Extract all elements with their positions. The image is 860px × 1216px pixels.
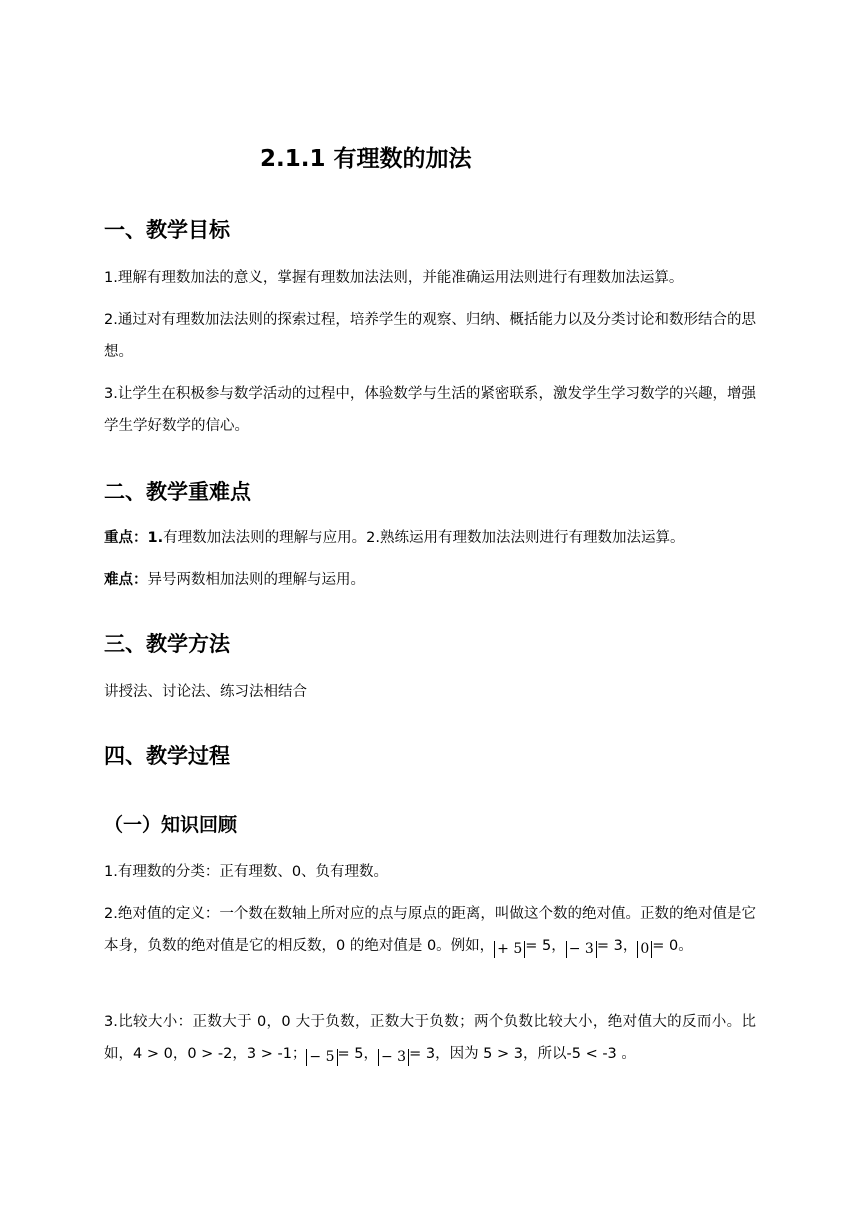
document-title: 2.1.1 有理数的加法 [260, 146, 472, 172]
review-item-1: 1.有理数的分类：正有理数、0、负有理数。 [104, 864, 389, 880]
difficult-points [104, 564, 756, 596]
review-item-3 [104, 1006, 756, 1070]
difficult-points-text: 异号两数相加法则的理解与运用。 [147, 572, 365, 588]
review-item-2-text-d: = 0。 [652, 938, 693, 954]
objective-3: 3.让学生在积极参与数学活动的过程中，体验数学与生活的紧密联系，激发学生学习数学的兴趣，增强学生学好数学的信心。 [104, 386, 756, 434]
teaching-methods-text: 讲授法、讨论法、练习法相结合 [104, 684, 307, 700]
review-item-3-text-c: = 3，因为 5 > 3，所以-5 < -3 。 [409, 1046, 636, 1062]
review-item-2 [104, 898, 756, 962]
heading-key-difficult-points: 二、教学重难点 [104, 480, 251, 504]
subheading-knowledge-review: （一）知识回顾 [104, 814, 238, 836]
key-points-label: 重点：1. [104, 530, 164, 546]
absolute-value-expression: − 5 [306, 1049, 337, 1066]
review-item-2-text-a: 2.绝对值的定义：一个数在数轴上所对应的点与原点的距离，叫做这个数的绝对值。正数的绝对值是它本身，负数的绝对值是它的相反数，0 的绝对值是 0。例如， [104, 906, 756, 954]
absolute-value-expression: + 5 [494, 941, 525, 958]
objective-2: 2.通过对有理数加法法则的探索过程，培养学生的观察、归纳、概括能力以及分类讨论和数形结合的思想。 [104, 312, 756, 360]
heading-teaching-objectives: 一、教学目标 [104, 218, 230, 242]
review-item-2-text-c: = 3， [596, 938, 638, 954]
absolute-value-expression: − 3 [378, 1049, 409, 1066]
review-item-3-text-b: = 5， [337, 1046, 378, 1062]
heading-teaching-process: 四、教学过程 [104, 744, 230, 768]
review-item-3-text-a: 3.比较大小：正数大于 0，0 大于负数，正数大于负数；两个负数比较大小，绝对值大的反而小。比如，4 > 0，0 > -2，3 > -1； [104, 1014, 756, 1062]
heading-teaching-methods: 三、教学方法 [104, 632, 230, 656]
difficult-points-label: 难点： [104, 572, 148, 588]
absolute-value-expression: 0 [637, 941, 652, 958]
key-points-text: 有理数加法法则的理解与应用。2.熟练运用有理数加法法则进行有理数加法运算。 [163, 530, 685, 546]
absolute-value-expression: − 3 [566, 941, 597, 958]
key-points [104, 522, 756, 554]
objective-1: 1.理解有理数加法的意义，掌握有理数加法法则，并能准确运用法则进行有理数加法运算。 [104, 270, 684, 286]
review-item-2-text-b: = 5， [525, 938, 566, 954]
